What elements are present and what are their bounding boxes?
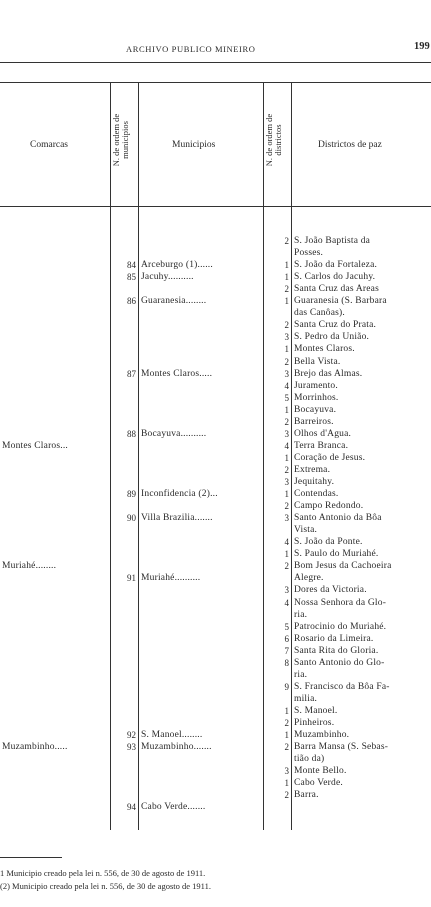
district-order-number: 1 xyxy=(284,705,289,716)
footnote-2: (2) Municipio creado pela lei n. 556, de 30 de agosto de 1911. xyxy=(0,881,211,891)
municipio-name: Cabo Verde....... xyxy=(141,802,206,813)
district-order-number: 1 xyxy=(284,296,289,307)
municipio-name: Muriahé.......... xyxy=(141,573,201,584)
header-comarcas: Comarcas xyxy=(30,140,68,150)
municipio-name: Villa Brazilia....... xyxy=(141,513,213,524)
district-name: Barreiros. xyxy=(294,416,334,427)
district-name: Rosario da Limeira. xyxy=(294,633,374,644)
district-name: S. Pedro da União. xyxy=(294,332,370,343)
district-name: Dores da Victoria. xyxy=(294,585,367,596)
district-name: S. Paulo do Muriahé. xyxy=(294,549,379,560)
district-name: Jequitahy. xyxy=(294,477,335,487)
district-order-number: 2 xyxy=(284,742,289,753)
district-name: Montes Claros. xyxy=(294,344,355,355)
district-order-number: 8 xyxy=(284,657,289,668)
district-name: Extrema. xyxy=(294,464,331,475)
district-order-number: 3 xyxy=(284,513,289,524)
district-name: Juramento. xyxy=(294,380,338,391)
district-order-number: 3 xyxy=(284,585,289,596)
district-name: S. João da Ponte. xyxy=(294,537,363,548)
district-name: Barra. xyxy=(294,790,319,801)
district-name: S. Francisco da Bôa Fa- xyxy=(294,681,390,692)
district-order-number: 1 xyxy=(284,260,289,271)
district-name: Pinheiros. xyxy=(294,718,335,728)
header-district-order: N. de ordem de districtos xyxy=(264,113,283,167)
district-name: Santa Cruz das Areas xyxy=(294,284,379,295)
municipio-name: Guaranesia........ xyxy=(141,296,207,307)
district-order-number: 2 xyxy=(284,501,289,512)
district-name: Terra Branca. xyxy=(294,440,349,451)
district-order-number: 4 xyxy=(284,597,289,608)
comarca-name: Muzambinho..... xyxy=(2,742,68,753)
running-header-title: ARCHIVO PUBLICO MINEIRO xyxy=(126,44,256,54)
top-rule xyxy=(0,62,431,63)
district-order-number: 4 xyxy=(284,537,289,548)
district-name: Santo Antonio do Glo- xyxy=(294,657,385,668)
district-name: Barra Mansa (S. Sebas- xyxy=(294,742,389,753)
comarca-name: Montes Claros... xyxy=(2,440,69,451)
municipio-order-number: 90 xyxy=(127,513,136,524)
district-order-number: 3 xyxy=(284,428,289,439)
district-name: Morrinhos. xyxy=(294,392,339,403)
district-name: tião da) xyxy=(294,754,325,765)
municipio-name: Jacuhy.......... xyxy=(141,272,194,283)
municipio-order-number: 94 xyxy=(127,802,136,813)
district-name: Brejo das Almas. xyxy=(294,368,363,379)
header-top-rule xyxy=(0,82,431,83)
district-name: Patrocinio do Muriahé. xyxy=(294,621,387,632)
district-order-number: 9 xyxy=(284,681,289,692)
district-name: Guaranesia (S. Barbara xyxy=(294,296,387,307)
district-name: Vista. xyxy=(294,525,318,536)
district-name: Santa Rita do Gloria. xyxy=(294,645,379,656)
district-order-number: 3 xyxy=(284,368,289,379)
page-number: 199 xyxy=(414,41,430,52)
district-name: Cabo Verde. xyxy=(294,778,343,789)
municipio-name: Bocayuva.......... xyxy=(141,428,207,439)
district-order-number: 4 xyxy=(284,380,289,391)
district-name: milia. xyxy=(294,693,318,704)
district-name: Nossa Senhora da Glo- xyxy=(294,597,387,608)
footnote-1: 1 Municipio creado pela lei n. 556, de 30 de agosto de 1911. xyxy=(0,868,206,878)
municipio-name: Montes Claros..... xyxy=(141,368,213,379)
district-order-number: 2 xyxy=(284,464,289,475)
district-name: Muzambinho. xyxy=(294,730,350,741)
district-name: S. Manoel. xyxy=(294,705,338,716)
column-divider-2 xyxy=(138,82,139,830)
municipio-name: S. Manoel........ xyxy=(141,730,203,741)
column-divider-1 xyxy=(110,82,111,830)
municipio-order-number: 88 xyxy=(127,428,136,439)
header-districts: Districtos de paz xyxy=(318,140,382,150)
municipio-order-number: 91 xyxy=(127,573,136,584)
municipio-name: Inconfidencia (2)... xyxy=(141,489,218,500)
district-order-number: 5 xyxy=(284,621,289,632)
district-order-number: 7 xyxy=(284,645,289,656)
district-order-number: 2 xyxy=(284,416,289,427)
district-name: Monte Bello. xyxy=(294,766,347,777)
column-divider-3 xyxy=(263,82,264,830)
district-order-number: 6 xyxy=(284,633,289,644)
district-name: S. João da Fortaleza. xyxy=(294,260,378,271)
district-order-number: 5 xyxy=(284,392,289,403)
municipio-name: Muzambinho....... xyxy=(141,742,212,753)
municipio-order-number: 85 xyxy=(127,272,136,283)
district-name: ria. xyxy=(294,669,308,680)
district-name: Bella Vista. xyxy=(294,356,341,367)
district-name: S. Carlos do Jacuhy. xyxy=(294,272,376,283)
district-name: Contendas. xyxy=(294,489,339,500)
district-order-number: 2 xyxy=(284,284,289,295)
district-order-number: 3 xyxy=(284,477,289,487)
district-order-number: 1 xyxy=(284,730,289,741)
district-order-number: 1 xyxy=(284,489,289,500)
municipio-order-number: 89 xyxy=(127,489,136,500)
district-name: Bocayuva. xyxy=(294,404,337,415)
district-order-number: 2 xyxy=(284,561,289,572)
district-name: Alegre. xyxy=(294,573,324,584)
district-order-number: 2 xyxy=(284,236,289,246)
district-name: ria. xyxy=(294,609,308,620)
municipio-order-number: 92 xyxy=(127,730,136,741)
district-order-number: 2 xyxy=(284,790,289,801)
district-order-number: 1 xyxy=(284,778,289,789)
district-order-number: 3 xyxy=(284,766,289,777)
column-divider-4 xyxy=(291,82,292,830)
district-name: S. João Baptista da xyxy=(294,236,371,246)
municipio-order-number: 87 xyxy=(127,368,136,379)
district-order-number: 2 xyxy=(284,718,289,728)
district-order-number: 4 xyxy=(284,440,289,451)
district-order-number: 2 xyxy=(284,320,289,331)
district-name: Olhos d'Agua. xyxy=(294,428,352,439)
header-bottom-rule xyxy=(0,206,431,207)
district-name: Campo Redondo. xyxy=(294,501,364,512)
district-name: Coração de Jesus. xyxy=(294,452,366,463)
header-municipios: Municipios xyxy=(172,140,216,150)
header-municipio-order: N. de ordem de municipios xyxy=(111,113,130,167)
footnote-rule xyxy=(0,857,62,858)
municipio-name: Arceburgo (1)...... xyxy=(141,260,213,271)
municipio-order-number: 86 xyxy=(127,296,136,307)
district-order-number: 1 xyxy=(284,549,289,560)
district-name: Posses. xyxy=(294,248,324,259)
district-order-number: 1 xyxy=(284,452,289,463)
district-order-number: 3 xyxy=(284,332,289,343)
district-order-number: 1 xyxy=(284,404,289,415)
municipio-order-number: 93 xyxy=(127,742,136,753)
district-name: Bom Jesus da Cachoeira xyxy=(294,561,392,572)
municipio-order-number: 84 xyxy=(127,260,136,271)
comarca-name: Muriahé........ xyxy=(2,561,57,572)
district-name: das Canôas). xyxy=(294,308,345,319)
district-name: Santa Cruz do Prata. xyxy=(294,320,377,331)
district-order-number: 2 xyxy=(284,356,289,367)
district-name: Santo Antonio da Bôa xyxy=(294,513,382,524)
district-order-number: 1 xyxy=(284,344,289,355)
district-order-number: 1 xyxy=(284,272,289,283)
